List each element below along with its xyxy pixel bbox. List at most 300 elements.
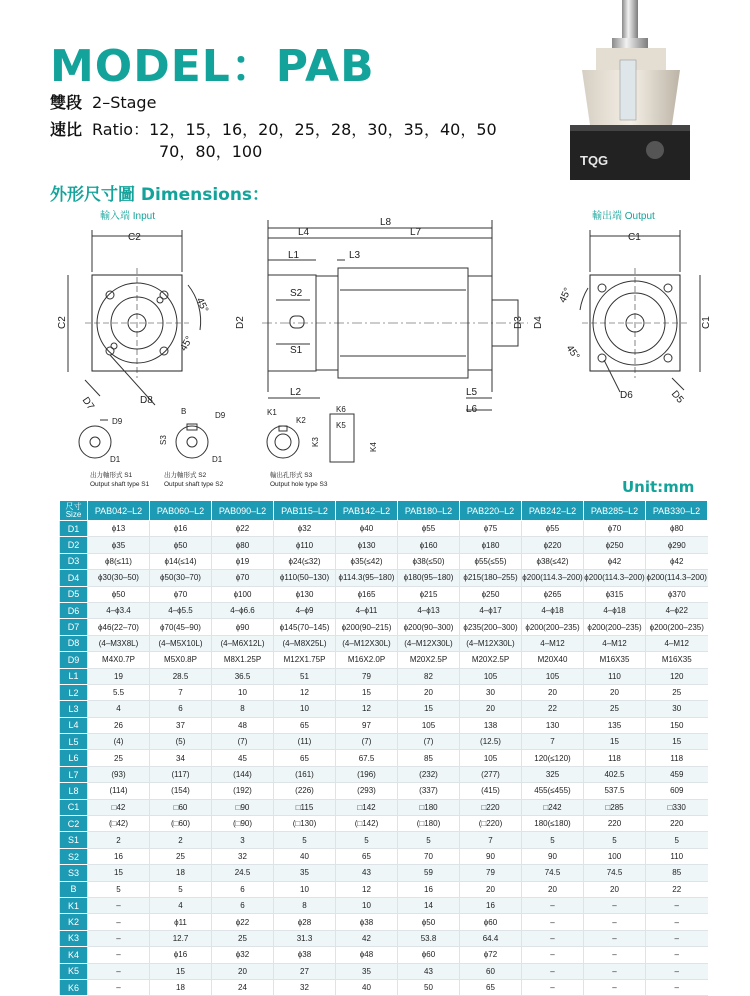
table-cell: ϕ70(45–90) — [150, 619, 212, 635]
spec-table-body — [60, 521, 708, 996]
table-cell: 65 — [274, 750, 336, 766]
product-logo: TQG — [580, 153, 609, 168]
table-cell: (337) — [398, 783, 460, 799]
label-l7: L7 — [410, 227, 422, 238]
label-l4: L4 — [298, 227, 310, 238]
size-header-en: Size — [65, 509, 82, 519]
model-title: MODEL：PAB — [50, 41, 375, 92]
table-cell: 48 — [212, 717, 274, 733]
table-cell: M16X2.0P — [336, 652, 398, 668]
row-label: L5 — [60, 734, 88, 750]
table-cell: □60 — [150, 799, 212, 815]
table-cell: 120(≤120) — [522, 750, 584, 766]
table-row — [60, 881, 708, 897]
table-row — [60, 799, 708, 815]
table-cell: 4–ϕ11 — [336, 602, 398, 618]
table-row — [60, 816, 708, 832]
table-cell: □330 — [646, 799, 708, 815]
table-cell: 24.5 — [212, 865, 274, 881]
row-label: L4 — [60, 717, 88, 733]
table-cell: 10 — [274, 881, 336, 897]
row-label: L3 — [60, 701, 88, 717]
table-cell: ϕ13 — [88, 521, 150, 537]
row-label: D6 — [60, 602, 88, 618]
table-row — [60, 750, 708, 766]
table-cell: 105 — [522, 668, 584, 684]
table-cell: (144) — [212, 766, 274, 782]
table-cell: 4–M12 — [522, 635, 584, 651]
table-cell: ϕ50 — [150, 537, 212, 553]
table-cell: (415) — [460, 783, 522, 799]
table-cell: ϕ46(22–70) — [88, 619, 150, 635]
table-cell: 5 — [336, 832, 398, 848]
table-cell: 7 — [150, 684, 212, 700]
table-row — [60, 865, 708, 881]
label-angle-in-top: 45° — [193, 296, 211, 315]
shaft-s2-en: Output shaft type S2 — [164, 481, 224, 488]
table-cell: – — [646, 930, 708, 946]
table-cell: 65 — [460, 979, 522, 995]
table-cell: 15 — [398, 701, 460, 717]
table-cell: 4–ϕ17 — [460, 602, 522, 618]
stage-line — [50, 90, 156, 113]
table-cell: ϕ315 — [584, 586, 646, 602]
table-cell: ϕ80 — [646, 521, 708, 537]
table-cell: 60 — [460, 963, 522, 979]
table-cell: 15 — [150, 963, 212, 979]
label-d9-s1: D9 — [112, 417, 123, 426]
model-header: PAB090–L2 — [212, 501, 274, 521]
table-cell: – — [88, 963, 150, 979]
table-cell: 4–ϕ18 — [584, 602, 646, 618]
table-row — [60, 979, 708, 995]
table-cell: ϕ30(30–50) — [88, 570, 150, 586]
label-d2: D2 — [235, 316, 246, 329]
table-cell: 43 — [398, 963, 460, 979]
table-cell: 15 — [646, 734, 708, 750]
label-angle-out-bottom: 45° — [563, 343, 582, 362]
table-cell: ϕ32 — [212, 947, 274, 963]
row-label: C1 — [60, 799, 88, 815]
table-cell: ϕ200(200–235) — [584, 619, 646, 635]
table-cell: – — [584, 930, 646, 946]
row-label: S2 — [60, 848, 88, 864]
table-cell: 14 — [398, 897, 460, 913]
label-c2-top: C2 — [128, 232, 141, 243]
table-cell: – — [646, 979, 708, 995]
table-cell: 42 — [336, 930, 398, 946]
table-cell: □42 — [88, 799, 150, 815]
table-cell: – — [584, 897, 646, 913]
table-cell: (7) — [336, 734, 398, 750]
table-cell: ϕ32 — [274, 521, 336, 537]
table-cell: ϕ215 — [398, 586, 460, 602]
model-header: PAB180–L2 — [398, 501, 460, 521]
label-d9-s2: D9 — [215, 411, 226, 420]
table-cell: 118 — [646, 750, 708, 766]
table-cell: 15 — [584, 734, 646, 750]
table-cell: □115 — [274, 799, 336, 815]
table-cell: 20 — [522, 684, 584, 700]
row-label: K3 — [60, 930, 88, 946]
table-cell: 4–M12 — [646, 635, 708, 651]
table-cell: 8 — [212, 701, 274, 717]
table-cell: 79 — [336, 668, 398, 684]
table-cell: 53.8 — [398, 930, 460, 946]
table-row — [60, 602, 708, 618]
label-l2: L2 — [290, 387, 302, 398]
table-cell: 50 — [398, 979, 460, 995]
label-l3: L3 — [349, 250, 361, 261]
table-cell: ϕ70 — [212, 570, 274, 586]
ratio-line — [50, 117, 497, 140]
table-cell: 20 — [460, 881, 522, 897]
table-cell: ϕ100 — [212, 586, 274, 602]
table-cell: (7) — [398, 734, 460, 750]
table-row — [60, 586, 708, 602]
table-cell: (12.5) — [460, 734, 522, 750]
table-row — [60, 963, 708, 979]
table-cell: 5 — [150, 881, 212, 897]
label-d1-s2: D1 — [212, 455, 223, 464]
table-cell: – — [522, 947, 584, 963]
table-cell: (93) — [88, 766, 150, 782]
shaft-s1-cn: 出力軸形式 S1 — [90, 472, 133, 479]
table-cell: (7) — [212, 734, 274, 750]
model-header: PAB220–L2 — [460, 501, 522, 521]
table-cell: (4–M8X25L) — [274, 635, 336, 651]
table-cell: 20 — [460, 701, 522, 717]
table-cell: 16 — [88, 848, 150, 864]
unit-label: Unit:mm — [622, 478, 695, 496]
table-row — [60, 619, 708, 635]
table-cell: ϕ60 — [398, 947, 460, 963]
table-cell: 36.5 — [212, 668, 274, 684]
table-cell: – — [522, 963, 584, 979]
table-cell: 537.5 — [584, 783, 646, 799]
table-cell: 10 — [336, 897, 398, 913]
table-cell: 180(≤180) — [522, 816, 584, 832]
table-cell: ϕ19 — [212, 553, 274, 569]
row-label: D1 — [60, 521, 88, 537]
row-label: S1 — [60, 832, 88, 848]
table-cell: (232) — [398, 766, 460, 782]
table-cell: (□60) — [150, 816, 212, 832]
table-cell: ϕ180 — [460, 537, 522, 553]
table-cell: ϕ200(200–235) — [522, 619, 584, 635]
table-cell: ϕ50 — [398, 914, 460, 930]
table-row — [60, 914, 708, 930]
row-label: L6 — [60, 750, 88, 766]
label-b: B — [181, 407, 187, 416]
table-cell: ϕ38 — [336, 914, 398, 930]
table-cell: 20 — [522, 881, 584, 897]
model-header: PAB242–L2 — [522, 501, 584, 521]
table-row — [60, 701, 708, 717]
label-k4: K4 — [369, 442, 378, 452]
table-cell: ϕ160 — [398, 537, 460, 553]
label-d5: D5 — [668, 388, 686, 406]
row-label: D4 — [60, 570, 88, 586]
label-k1: K1 — [267, 408, 277, 417]
table-cell: ϕ22 — [212, 914, 274, 930]
table-cell: – — [88, 914, 150, 930]
table-cell: 4–ϕ18 — [522, 602, 584, 618]
label-c1-side: C1 — [701, 316, 712, 329]
table-cell: (4–M5X10L) — [150, 635, 212, 651]
table-cell: ϕ35 — [88, 537, 150, 553]
input-view — [57, 230, 210, 412]
table-cell: ϕ48 — [336, 947, 398, 963]
table-cell: (□130) — [274, 816, 336, 832]
table-cell: (192) — [212, 783, 274, 799]
table-cell: 5.5 — [88, 684, 150, 700]
row-label: B — [60, 881, 88, 897]
table-cell: 105 — [460, 750, 522, 766]
table-row — [60, 783, 708, 799]
table-cell: ϕ130 — [336, 537, 398, 553]
table-cell: 85 — [646, 865, 708, 881]
table-cell: 85 — [398, 750, 460, 766]
table-cell: ϕ200(90–215) — [336, 619, 398, 635]
table-cell: 12 — [336, 881, 398, 897]
table-cell: 20 — [584, 881, 646, 897]
table-cell: 6 — [212, 897, 274, 913]
table-row — [60, 717, 708, 733]
table-cell: 12 — [274, 684, 336, 700]
table-cell: ϕ72 — [460, 947, 522, 963]
row-label: D9 — [60, 652, 88, 668]
label-s1: S1 — [290, 345, 303, 356]
table-cell: (154) — [150, 783, 212, 799]
size-header — [60, 501, 88, 521]
row-label: K4 — [60, 947, 88, 963]
table-cell: M12X1.75P — [274, 652, 336, 668]
table-cell: (4–M12X30L) — [460, 635, 522, 651]
table-cell: 609 — [646, 783, 708, 799]
label-k3: K3 — [311, 437, 320, 447]
table-cell: □142 — [336, 799, 398, 815]
row-label: C2 — [60, 816, 88, 832]
table-cell: 4–M12 — [584, 635, 646, 651]
table-cell: ϕ200(90–300) — [398, 619, 460, 635]
table-cell: 4–ϕ9 — [274, 602, 336, 618]
table-cell: 16 — [460, 897, 522, 913]
table-cell: 110 — [584, 668, 646, 684]
table-cell: 5 — [522, 832, 584, 848]
table-cell: – — [522, 897, 584, 913]
size-header-cn: 尺寸 — [65, 501, 82, 511]
table-cell: 4–ϕ3.4 — [88, 602, 150, 618]
table-cell: 10 — [274, 701, 336, 717]
output-view — [557, 230, 712, 406]
table-cell: 97 — [336, 717, 398, 733]
shaft-type-s2 — [159, 407, 226, 488]
table-cell: M20X2.5P — [460, 652, 522, 668]
table-cell: 40 — [274, 848, 336, 864]
table-cell: ϕ200(114.3–200) — [646, 570, 708, 586]
table-cell: ϕ40 — [336, 521, 398, 537]
spec-table — [59, 500, 708, 996]
table-cell: (□180) — [398, 816, 460, 832]
table-cell: 5 — [88, 881, 150, 897]
table-cell: 2 — [150, 832, 212, 848]
table-cell: 35 — [336, 963, 398, 979]
table-cell: (4) — [88, 734, 150, 750]
table-cell: ϕ145(70–145) — [274, 619, 336, 635]
table-cell: 455(≤455) — [522, 783, 584, 799]
model-header: PAB285–L2 — [584, 501, 646, 521]
table-cell: (□220) — [460, 816, 522, 832]
table-cell: 65 — [274, 717, 336, 733]
table-row — [60, 832, 708, 848]
table-cell: 325 — [522, 766, 584, 782]
row-label: L1 — [60, 668, 88, 684]
table-cell: 105 — [398, 717, 460, 733]
label-d3: D3 — [513, 316, 524, 329]
table-cell: ϕ200(200–235) — [646, 619, 708, 635]
model-header: PAB042–L2 — [88, 501, 150, 521]
table-cell: (4–M12X30L) — [398, 635, 460, 651]
table-cell: – — [522, 930, 584, 946]
table-cell: 40 — [336, 979, 398, 995]
table-cell: 90 — [460, 848, 522, 864]
table-cell: 2 — [88, 832, 150, 848]
shaft-s1-en: Output shaft type S1 — [90, 481, 150, 488]
table-cell: ϕ24(≤32) — [274, 553, 336, 569]
output-label: 輸出端 Output — [592, 211, 655, 222]
table-cell: – — [522, 914, 584, 930]
table-cell: 5 — [398, 832, 460, 848]
row-label: S3 — [60, 865, 88, 881]
table-cell: ϕ130 — [274, 586, 336, 602]
table-cell: 51 — [274, 668, 336, 684]
table-cell: 130 — [522, 717, 584, 733]
label-k6: K6 — [336, 405, 346, 414]
table-cell: 12 — [336, 701, 398, 717]
table-cell: ϕ235(200–300) — [460, 619, 522, 635]
row-label: K5 — [60, 963, 88, 979]
table-cell: 8 — [274, 897, 336, 913]
label-l8: L8 — [380, 217, 392, 228]
table-row — [60, 668, 708, 684]
table-cell: 4 — [150, 897, 212, 913]
table-cell: ϕ165 — [336, 586, 398, 602]
table-cell: 20 — [584, 684, 646, 700]
table-cell: 402.5 — [584, 766, 646, 782]
table-cell: 25 — [212, 930, 274, 946]
table-cell: 5 — [274, 832, 336, 848]
table-cell: 67.5 — [336, 750, 398, 766]
table-cell: 150 — [646, 717, 708, 733]
table-cell: (196) — [336, 766, 398, 782]
table-cell: (□142) — [336, 816, 398, 832]
row-label: K1 — [60, 897, 88, 913]
product-image — [560, 0, 700, 185]
table-cell: (293) — [336, 783, 398, 799]
label-c2-side: C2 — [57, 316, 68, 329]
row-label: L8 — [60, 783, 88, 799]
table-cell: 59 — [398, 865, 460, 881]
table-row — [60, 537, 708, 553]
table-cell: 74.5 — [522, 865, 584, 881]
table-cell: 6 — [150, 701, 212, 717]
row-label: K6 — [60, 979, 88, 995]
table-cell: – — [646, 914, 708, 930]
ratio-values: Ratio：12，15，16，20，25，28，30，35，40，50 — [92, 120, 497, 139]
table-cell: 22 — [646, 881, 708, 897]
table-cell: (4–M12X30L) — [336, 635, 398, 651]
table-cell: ϕ42 — [584, 553, 646, 569]
table-cell: 4–ϕ6.6 — [212, 602, 274, 618]
table-cell: ϕ250 — [460, 586, 522, 602]
stage-value: 2–Stage — [92, 93, 157, 112]
table-cell: 7 — [460, 832, 522, 848]
table-cell: 26 — [88, 717, 150, 733]
label-angle-out-top: 45° — [557, 286, 574, 305]
table-cell: □220 — [460, 799, 522, 815]
table-cell: M4X0.7P — [88, 652, 150, 668]
table-cell: 135 — [584, 717, 646, 733]
shaft-type-s3 — [267, 405, 378, 488]
table-cell: 100 — [584, 848, 646, 864]
table-cell: 45 — [212, 750, 274, 766]
table-cell: 4 — [88, 701, 150, 717]
table-cell: ϕ55 — [398, 521, 460, 537]
label-c1-top: C1 — [628, 232, 641, 243]
input-label: 輸入端 Input — [100, 211, 156, 222]
table-cell: – — [584, 979, 646, 995]
table-cell: 22 — [522, 701, 584, 717]
table-cell: M8X1.25P — [212, 652, 274, 668]
table-cell: 6 — [212, 881, 274, 897]
table-cell: ϕ370 — [646, 586, 708, 602]
table-cell: ϕ8(≤11) — [88, 553, 150, 569]
table-cell: ϕ38(≤50) — [398, 553, 460, 569]
table-cell: 74.5 — [584, 865, 646, 881]
table-cell: 25 — [646, 684, 708, 700]
table-cell: ϕ110 — [274, 537, 336, 553]
table-cell: 7 — [522, 734, 584, 750]
table-cell: ϕ38 — [274, 947, 336, 963]
shaft-s3-en: Output hole type S3 — [270, 481, 328, 488]
table-cell: 31.3 — [274, 930, 336, 946]
table-cell: 20 — [212, 963, 274, 979]
table-cell: 4–ϕ13 — [398, 602, 460, 618]
model-header: PAB330–L2 — [646, 501, 708, 521]
table-cell: 12.7 — [150, 930, 212, 946]
table-cell: (4–M3X8L) — [88, 635, 150, 651]
table-cell: 16 — [398, 881, 460, 897]
table-row — [60, 652, 708, 668]
row-label: L2 — [60, 684, 88, 700]
table-cell: M16X35 — [584, 652, 646, 668]
table-cell: ϕ114.3(95–180) — [336, 570, 398, 586]
table-cell: M16X35 — [646, 652, 708, 668]
table-cell: 20 — [398, 684, 460, 700]
table-cell: ϕ70 — [584, 521, 646, 537]
table-cell: 27 — [274, 963, 336, 979]
table-cell: □90 — [212, 799, 274, 815]
table-cell: (117) — [150, 766, 212, 782]
table-cell: ϕ215(180–255) — [460, 570, 522, 586]
table-cell: (277) — [460, 766, 522, 782]
table-cell: 24 — [212, 979, 274, 995]
table-cell: 70 — [398, 848, 460, 864]
table-cell: M5X0.8P — [150, 652, 212, 668]
table-cell: (□42) — [88, 816, 150, 832]
label-s3: S3 — [159, 435, 168, 445]
